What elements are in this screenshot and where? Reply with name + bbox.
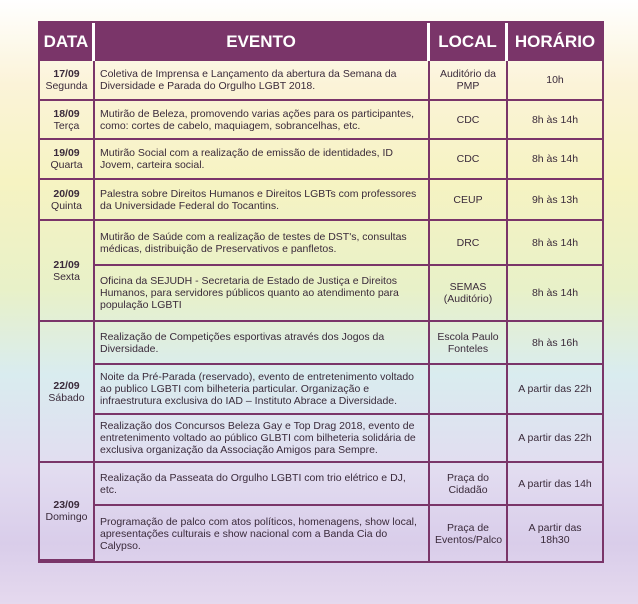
table-row <box>40 365 602 415</box>
date-cell <box>40 140 95 180</box>
event-location: Praça do Cidadão <box>430 463 508 506</box>
event-location <box>430 415 508 463</box>
table-row <box>40 266 602 322</box>
event-time: 8h às 14h <box>508 266 602 322</box>
event-location: DRC <box>430 221 508 266</box>
event-location: Praça de Eventos/Palco <box>430 506 508 561</box>
event-description: Programação de palco com atos políticos, homenagens, show local, apresentações culturais e show nacional com a Banda Cia do Calypso. <box>95 506 430 561</box>
event-location: CEUP <box>430 180 508 221</box>
event-time: A partir das 22h <box>508 415 602 463</box>
event-description: Oficina da SEJUDH - Secretaria de Estado de Justiça e Direitos Humanos, para servidores públicos quanto ao atendimento para população LGBTI <box>95 266 430 322</box>
date-cell <box>40 221 95 322</box>
event-time: 9h às 13h <box>508 180 602 221</box>
date-cell <box>40 463 95 561</box>
date-value: 20/09 <box>53 187 80 200</box>
event-description: Noite da Pré-Parada (reservado), evento de entretenimento voltado ao publico LGBTI com bilheteria particular. Organização e infraestrutura exclusiva do IAD – Instituto Abrace a Diversidade. <box>95 365 430 415</box>
table-row <box>40 415 602 463</box>
date-value: 18/09 <box>53 107 80 120</box>
event-time: 10h <box>508 61 602 101</box>
date-value: 17/09 <box>53 68 80 80</box>
event-location: SEMAS (Auditório) <box>430 266 508 322</box>
event-time: A partir das 18h30 <box>528 521 582 546</box>
event-location: Auditório da PMP <box>430 61 508 101</box>
weekday-value: Sábado <box>48 391 85 404</box>
date-value: 22/09 <box>53 379 80 392</box>
event-time: 8h às 14h <box>508 221 602 266</box>
date-cell <box>40 180 95 221</box>
table-row <box>40 463 602 506</box>
weekday-value: Terça <box>53 119 80 132</box>
event-location <box>430 365 508 415</box>
table-row <box>40 101 602 140</box>
event-location: Escola Paulo Fonteles <box>430 322 508 365</box>
table-row <box>40 506 602 561</box>
schedule-table <box>38 21 604 563</box>
event-description: Palestra sobre Direitos Humanos e Direitos LGBTs com professores da Universidade Federal do Tocantins. <box>95 180 430 221</box>
weekday-value: Segunda <box>45 80 88 92</box>
event-location: CDC <box>430 140 508 180</box>
event-description: Coletiva de Imprensa e Lançamento da abertura da Semana da Diversidade e Parada do Orgulho LGBT 2018. <box>95 61 430 101</box>
event-description: Realização de Competições esportivas através dos Jogos da Diversidade. <box>95 322 430 365</box>
header-data: DATA <box>40 23 95 61</box>
weekday-value: Quarta <box>50 159 83 171</box>
schedule-body <box>40 61 602 561</box>
table-row <box>40 140 602 180</box>
event-time: 8h às 14h <box>508 101 602 140</box>
event-time: A partir das 14h <box>508 463 602 506</box>
table-row <box>40 180 602 221</box>
event-time: A partir das 22h <box>508 365 602 415</box>
header-evento: EVENTO <box>95 23 430 61</box>
event-time: 8h às 16h <box>508 322 602 365</box>
date-value: 21/09 <box>53 258 80 271</box>
event-description: Mutirão de Beleza, promovendo varias ações para os participantes, como: cortes de cabelo, maquiagem, sobrancelhas, etc. <box>95 101 430 140</box>
date-cell <box>40 61 95 101</box>
event-time: 8h às 14h <box>508 140 602 180</box>
table-row <box>40 221 602 266</box>
date-value: 19/09 <box>53 147 80 159</box>
event-description: Realização dos Concursos Beleza Gay e Top Drag 2018, evento de entretenimento voltado ao público GLBTI com bilheteria solidária de exclusiva organização da Associação Amigos para Sempre. <box>95 415 430 463</box>
date-cell <box>40 322 95 463</box>
header-horario: HORÁRIO <box>508 23 602 61</box>
event-description: Mutirão Social com a realização de emissão de identidades, ID Jovem, carteira social. <box>95 140 430 180</box>
event-description: Mutirão de Saúde com a realização de testes de DST's, consultas médicas, distribuição de Preservativos e panfletos. <box>95 221 430 266</box>
date-value: 23/09 <box>53 499 80 511</box>
weekday-value: Domingo <box>45 511 88 523</box>
header-local: LOCAL <box>430 23 508 61</box>
weekday-value: Quinta <box>51 199 82 212</box>
date-cell <box>40 101 95 140</box>
weekday-value: Sexta <box>53 270 80 283</box>
table-row <box>40 61 602 101</box>
event-description: Realização da Passeata do Orgulho LGBTI com trio elétrico e DJ, etc. <box>95 463 430 506</box>
event-location: CDC <box>430 101 508 140</box>
header-row <box>40 23 602 61</box>
table-row <box>40 322 602 365</box>
